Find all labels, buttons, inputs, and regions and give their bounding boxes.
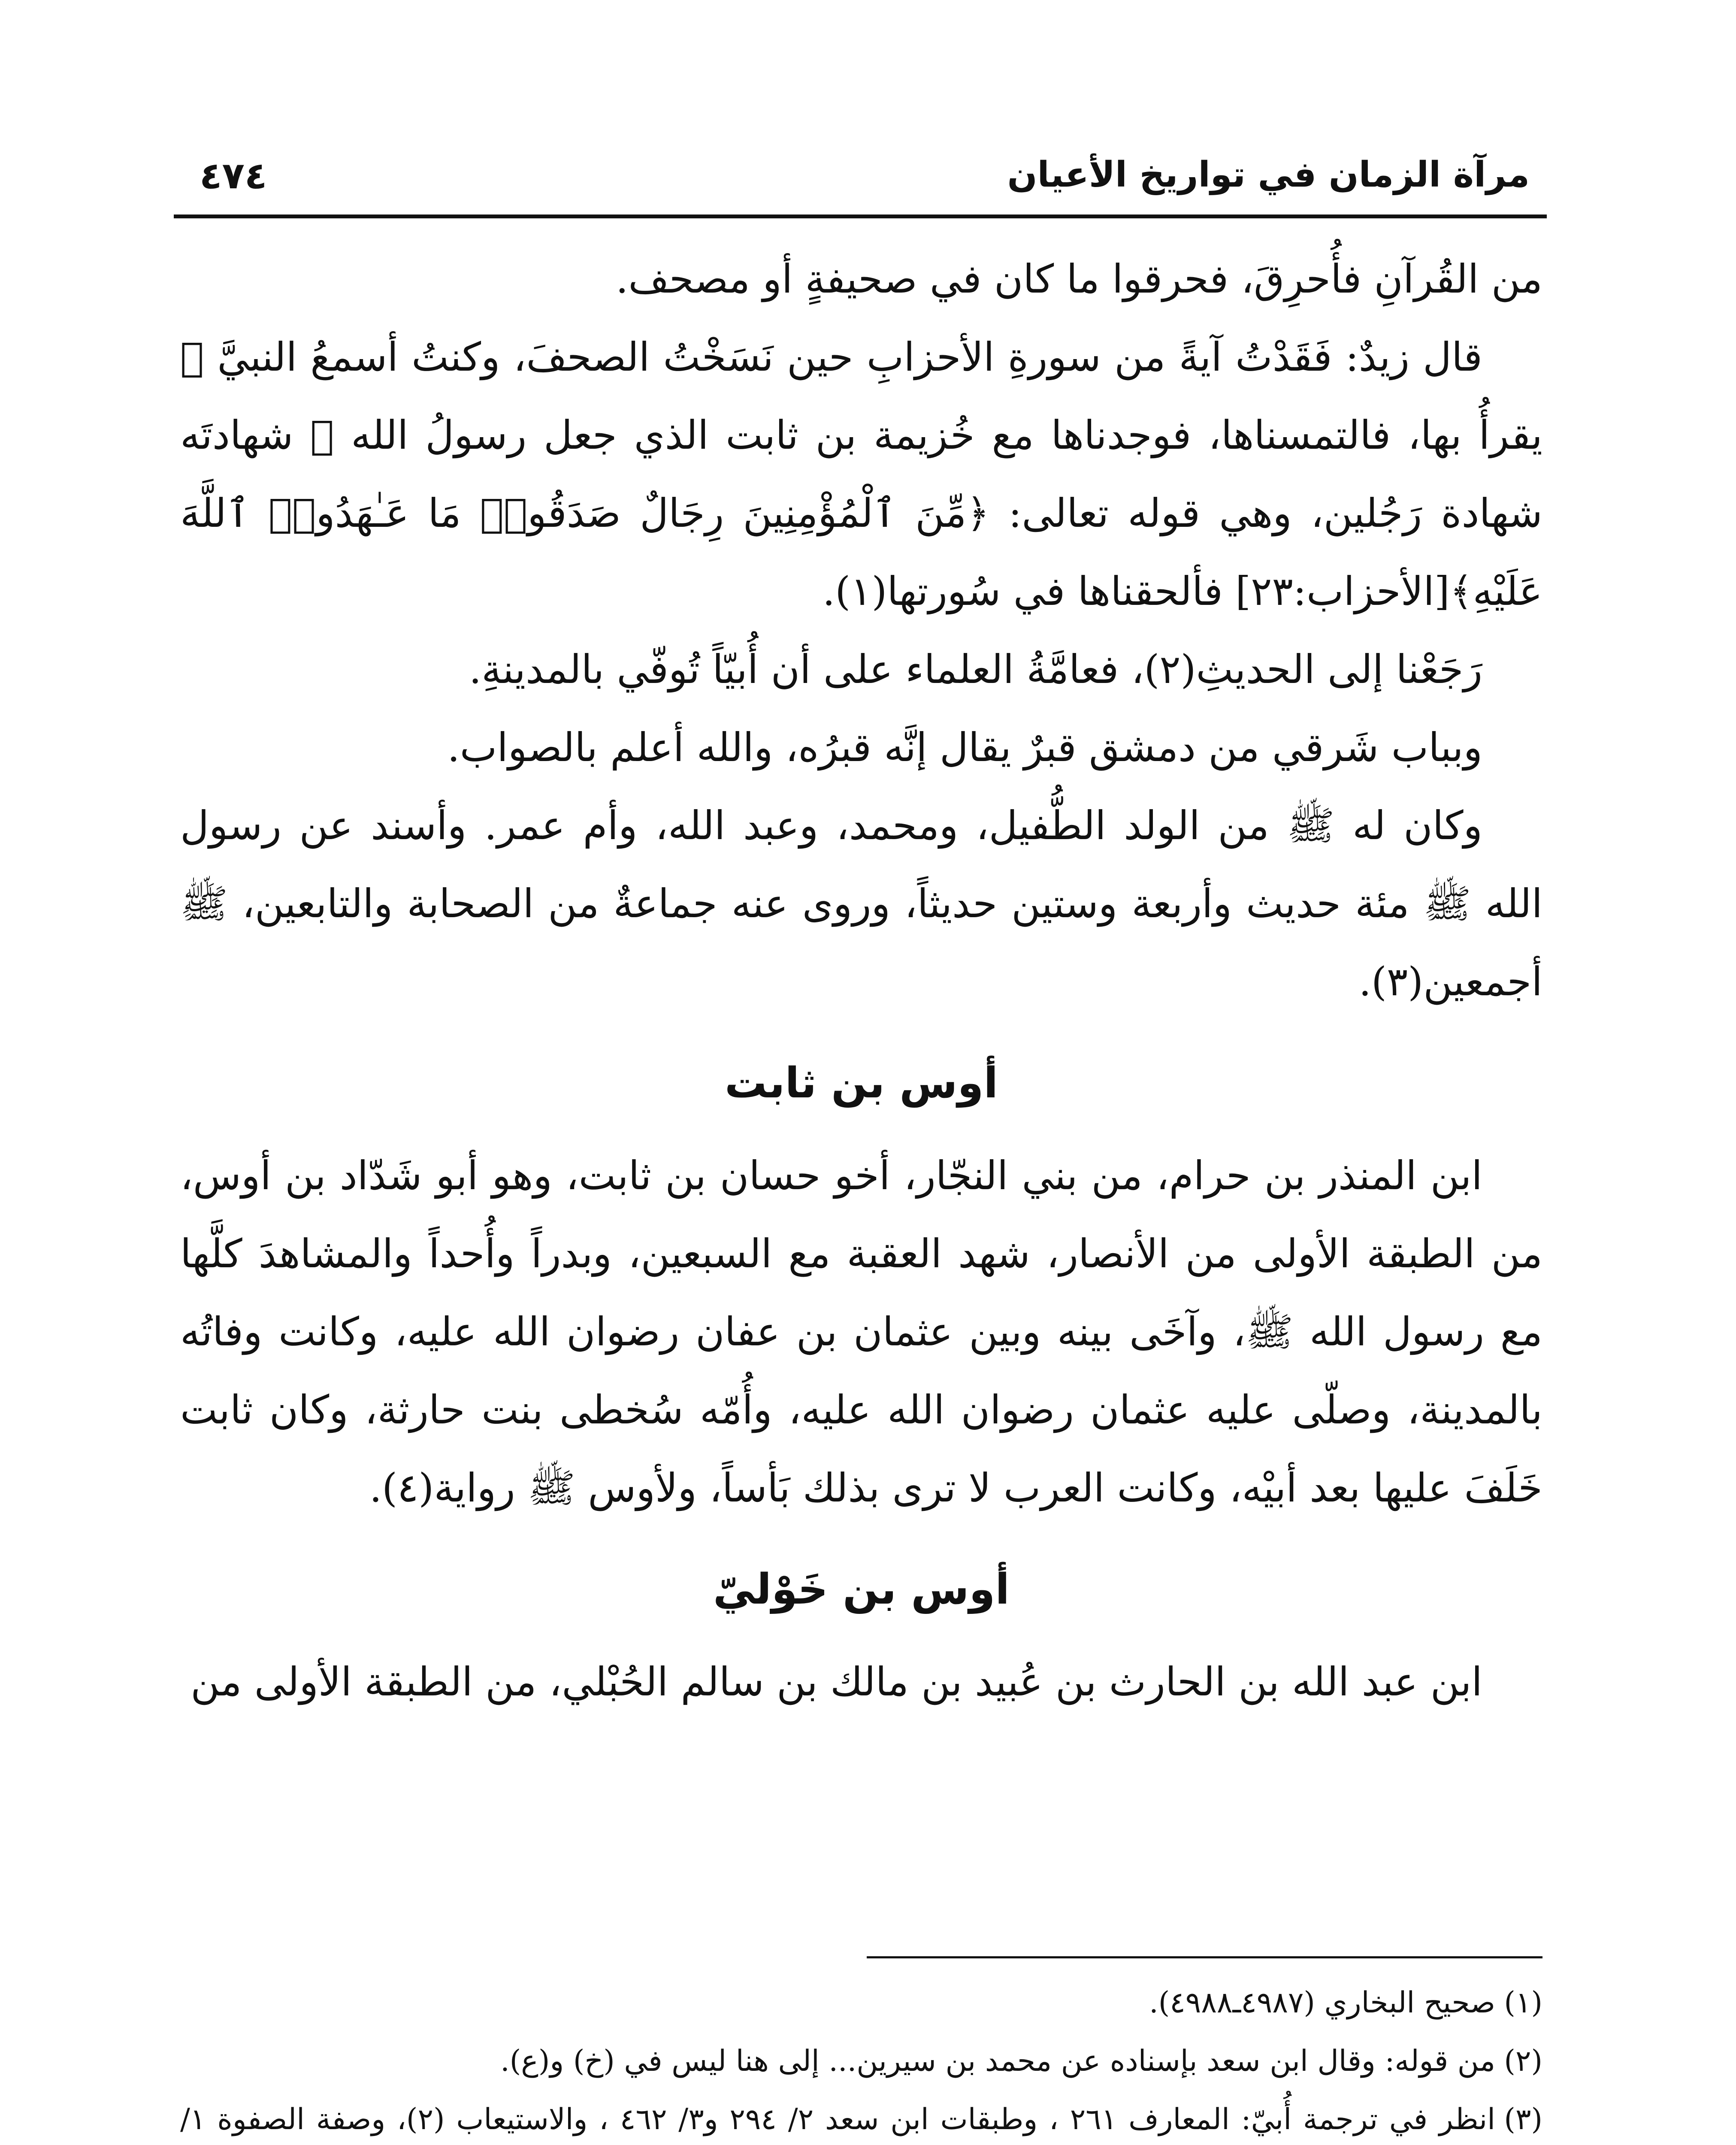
paragraph: قال زيدٌ: فَقَدْتُ آيةً من سورةِ الأحزابِ حين نَسَخْتُ الصحفَ، وكنتُ أسمعُ النبيَّ ﷺ يقرأُ بها، فالتمسناها، فوجدناها مع خُزيمة بن ثابت الذي جعل رسولُ الله ﷺ شهادتَه شهادة رَجُلين، وهي قوله تعالى: ﴿مِّنَ ٱلْمُؤْمِنِينَ رِجَالٌ صَدَقُوا۟ مَا عَـٰهَدُوا۟ ٱللَّهَ عَلَيْهِ﴾[الأحزاب:٢٣] فألحقناها في سُورتها(١). — [180, 334, 1542, 614]
paragraph: ابن عبد الله بن الحارث بن عُبيد بن مالك بن سالم الحُبْلي، من الطبقة الأولى من — [191, 1659, 1482, 1705]
page-number: ٤٧٤ — [200, 154, 267, 197]
footnote — [180, 1978, 1542, 2028]
main-text — [180, 240, 1542, 1721]
footnote — [180, 2094, 1542, 2145]
footnote-text: صحيح البخاري (٤٩٨٧ـ٤٩٨٨). — [1149, 1986, 1495, 2020]
section-heading: أوس بن ثابت — [724, 1059, 998, 1108]
footnote-text: من قوله: وقال ابن سعد بإسناده عن محمد بن سيرين... إلى هنا ليس في (خ) و(ع). — [500, 2044, 1495, 2078]
footnotes — [180, 1978, 1542, 2145]
paragraph: وبباب شَرقي من دمشق قبرٌ يقال إنَّه قبرُه، والله أعلم بالصواب. — [447, 725, 1482, 770]
footnote-text: انظر في ترجمة أُبيّ: المعارف ٢٦١ ، وطبقات ابن سعد ٢/ ٢٩٤ و٣/ ٤٦٢ ، والاستيعاب (٢)، وصفة الصفوة ١/ — [180, 2103, 1496, 2136]
footnote-rule — [867, 1956, 1542, 1958]
page-header — [174, 146, 1547, 210]
paragraph: وكان له ﷺ من الولد الطُّفيل، ومحمد، وعبد الله، وأم عمر. وأسند عن رسول الله ﷺ مئة حديث وأربعة وستين حديثاً، وروى عنه جماعةٌ من الصحابة والتابعين، ﷺ أجمعين(٣). — [180, 803, 1542, 1005]
footnote-number: (٣) — [1504, 2103, 1542, 2136]
header-rule — [174, 214, 1547, 218]
footnote-number: (١) — [1504, 1986, 1542, 2020]
running-title: مرآة الزمان في تواريخ الأعيان — [1007, 154, 1530, 195]
paragraph: من القُرآنِ فأُحرِقَ، فحرقوا ما كان في صحيفةٍ أو مصحف. — [616, 256, 1542, 302]
footnote — [180, 2036, 1542, 2087]
section-heading: أوس بن خَوْليّ — [713, 1565, 1010, 1614]
paragraph: ابن المنذر بن حرام، من بني النجّار، أخو حسان بن ثابت، وهو أبو شَدّاد بن أوس، من الطبقة الأولى من الأنصار، شهد العقبة مع السبعين، وبدراً وأُحداً والمشاهدَ كلَّها مع رسول الله ﷺ، وآخَى بينه وبين عثمان بن عفان رضوان الله عليه، وكانت وفاتُه بالمدينة، وصلّى عليه عثمان رضوان الله عليه، وأُمّه سُخطى بنت حارثة، وكان ثابت خَلَفَ عليها بعد أبيْه، وكانت العرب لا ترى بذلك بَأساً، ولأوس ﷺ رواية(٤). — [180, 1153, 1542, 1511]
paragraph: رَجَعْنا إلى الحديثِ(٢)، فعامَّةُ العلماء على أن أُبيّاً تُوفّي بالمدينةِ. — [469, 647, 1482, 692]
footnote-number: (٢) — [1504, 2044, 1542, 2078]
